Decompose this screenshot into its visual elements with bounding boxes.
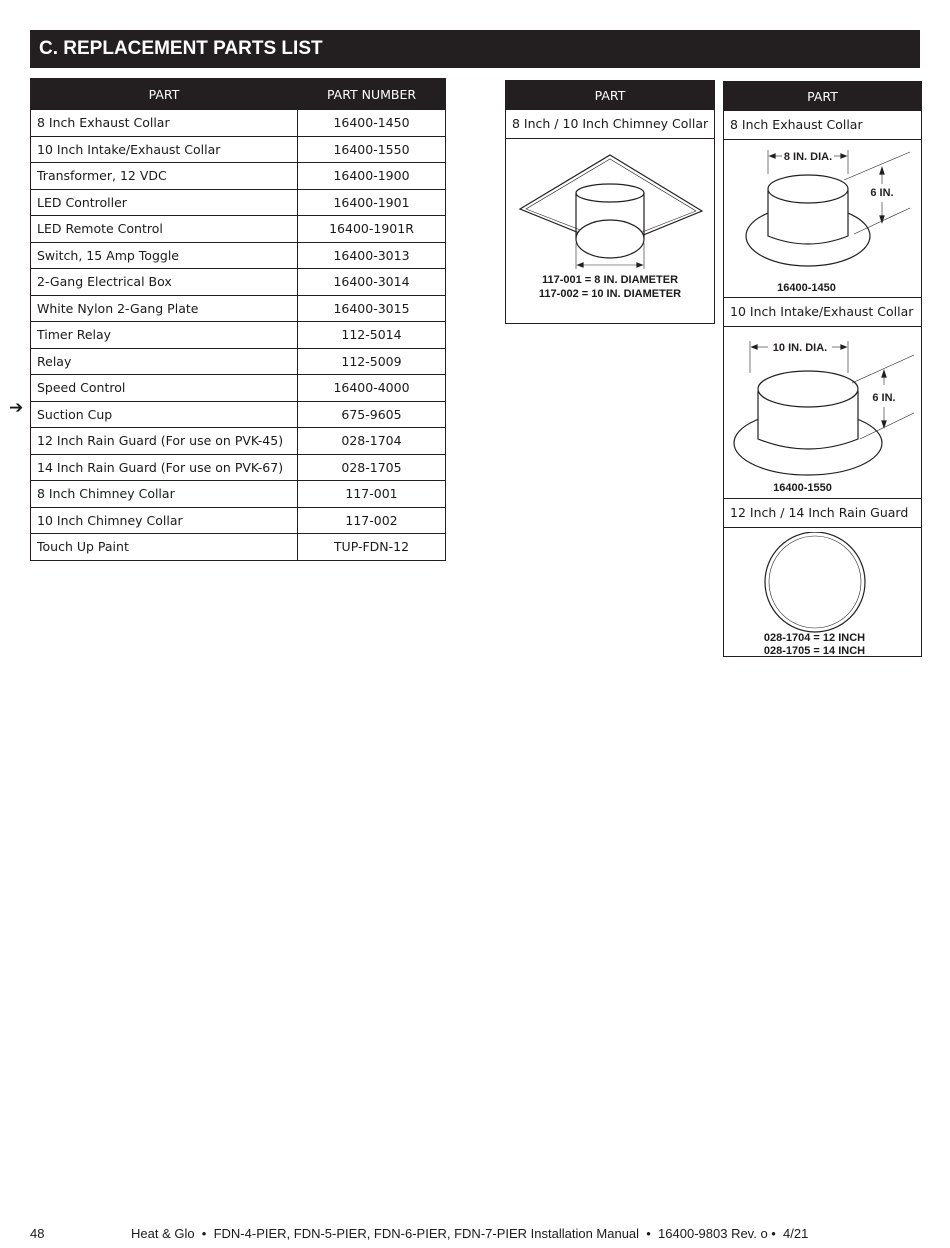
table-row (31, 163, 446, 190)
part-number-cell: 117-001 (298, 481, 446, 508)
table-row (31, 454, 446, 481)
part-number-cell: 16400-1901 (298, 189, 446, 216)
part-name-cell: Timer Relay (31, 322, 298, 349)
part-number-cell: 028-1705 (298, 454, 446, 481)
table-row (31, 216, 446, 243)
exhaust-part-number: 16400-1450 (777, 282, 836, 294)
arrow-right-icon: ➔ (9, 398, 24, 418)
part-number-cell: 16400-1450 (298, 110, 446, 137)
chimney-caption-10in: 117-002 = 10 IN. DIAMETER (538, 288, 682, 300)
footer-text: Heat & Glo • FDN-4-PIER, FDN-5-PIER, FDN-6-PIER, FDN-7-PIER Installation Manual • 16400-9803 Rev. o • 4/21 (131, 1226, 809, 1241)
exhaust-height-label: 6 IN. (870, 187, 894, 199)
intake-height-label: 6 IN. (872, 392, 896, 404)
part-number-cell: 16400-1900 (298, 163, 446, 190)
chimney-collar-illustration (506, 143, 713, 283)
chimney-collar-figure (506, 139, 714, 323)
page-number: 48 (30, 1226, 45, 1241)
part-number-cell: 16400-3014 (298, 269, 446, 296)
part-number-cell: 675-9605 (298, 401, 446, 428)
rain-guard-figure (724, 528, 921, 658)
part-number-cell: 16400-3015 (298, 295, 446, 322)
rain-guard-caption-14in: 028-1705 = 14 INCH (763, 645, 866, 657)
part-name-cell: 10 Inch Chimney Collar (31, 507, 298, 534)
table-row (31, 428, 446, 455)
part-name-cell: LED Remote Control (31, 216, 298, 243)
chimney-collar-label: 8 Inch / 10 Inch Chimney Collar (506, 110, 714, 139)
part-name-cell: 8 Inch Exhaust Collar (31, 110, 298, 137)
part-name-cell: Transformer, 12 VDC (31, 163, 298, 190)
rain-guard-label: 12 Inch / 14 Inch Rain Guard (724, 498, 921, 528)
part-name-cell: Relay (31, 348, 298, 375)
part-number-cell: 028-1704 (298, 428, 446, 455)
table-row (31, 481, 446, 508)
part-number-cell: 16400-4000 (298, 375, 446, 402)
table-row (31, 110, 446, 137)
exhaust-collar-illustration (724, 140, 920, 280)
parts-table-body (31, 110, 446, 561)
part-name-cell: 8 Inch Chimney Collar (31, 481, 298, 508)
part-name-cell: 10 Inch Intake/Exhaust Collar (31, 136, 298, 163)
parts-table (30, 78, 446, 561)
intake-collar-label: 10 Inch Intake/Exhaust Collar (724, 297, 921, 327)
part-number-cell: 117-002 (298, 507, 446, 534)
table-row (31, 136, 446, 163)
section-title: C. REPLACEMENT PARTS LIST (30, 30, 920, 68)
table-row (31, 534, 446, 561)
collar-panel (723, 81, 922, 657)
table-row (31, 269, 446, 296)
table-row (31, 295, 446, 322)
part-name-cell: 12 Inch Rain Guard (For use on PVK-45) (31, 428, 298, 455)
chimney-caption-8in: 117-001 = 8 IN. DIAMETER (541, 274, 679, 286)
part-name-cell: 14 Inch Rain Guard (For use on PVK-67) (31, 454, 298, 481)
part-number-cell: 16400-1901R (298, 216, 446, 243)
part-name-cell: Touch Up Paint (31, 534, 298, 561)
exhaust-collar-figure (724, 140, 921, 297)
exhaust-collar-label: 8 Inch Exhaust Collar (724, 111, 921, 140)
table-row (31, 507, 446, 534)
chimney-collar-panel (505, 80, 715, 324)
intake-dia-label: 10 IN. DIA. (772, 342, 828, 354)
part-name-cell: LED Controller (31, 189, 298, 216)
intake-collar-figure (724, 327, 921, 498)
part-number-cell: 112-5009 (298, 348, 446, 375)
part-name-cell: White Nylon 2-Gang Plate (31, 295, 298, 322)
table-row (31, 242, 446, 269)
part-name-cell: Speed Control (31, 375, 298, 402)
intake-part-number: 16400-1550 (773, 482, 832, 494)
part-number-cell: 16400-1550 (298, 136, 446, 163)
part-number-cell: 112-5014 (298, 322, 446, 349)
part-number-cell: TUP-FDN-12 (298, 534, 446, 561)
table-row (31, 375, 446, 402)
panel-header: PART (506, 81, 714, 110)
rain-guard-caption-12in: 028-1704 = 12 INCH (763, 632, 866, 644)
table-row (31, 401, 446, 428)
table-row (31, 189, 446, 216)
part-name-cell: 2-Gang Electrical Box (31, 269, 298, 296)
table-row (31, 322, 446, 349)
panel-header: PART (724, 82, 921, 111)
parts-table-header (31, 79, 446, 110)
part-number-cell: 16400-3013 (298, 242, 446, 269)
column-header-part: PART (31, 79, 298, 110)
exhaust-dia-label: 8 IN. DIA. (783, 151, 833, 163)
part-name-cell: Suction Cup (31, 401, 298, 428)
column-header-part-number: PART NUMBER (298, 79, 446, 110)
rain-guard-illustration (724, 532, 920, 642)
intake-collar-illustration (724, 327, 920, 487)
table-row (31, 348, 446, 375)
part-name-cell: Switch, 15 Amp Toggle (31, 242, 298, 269)
